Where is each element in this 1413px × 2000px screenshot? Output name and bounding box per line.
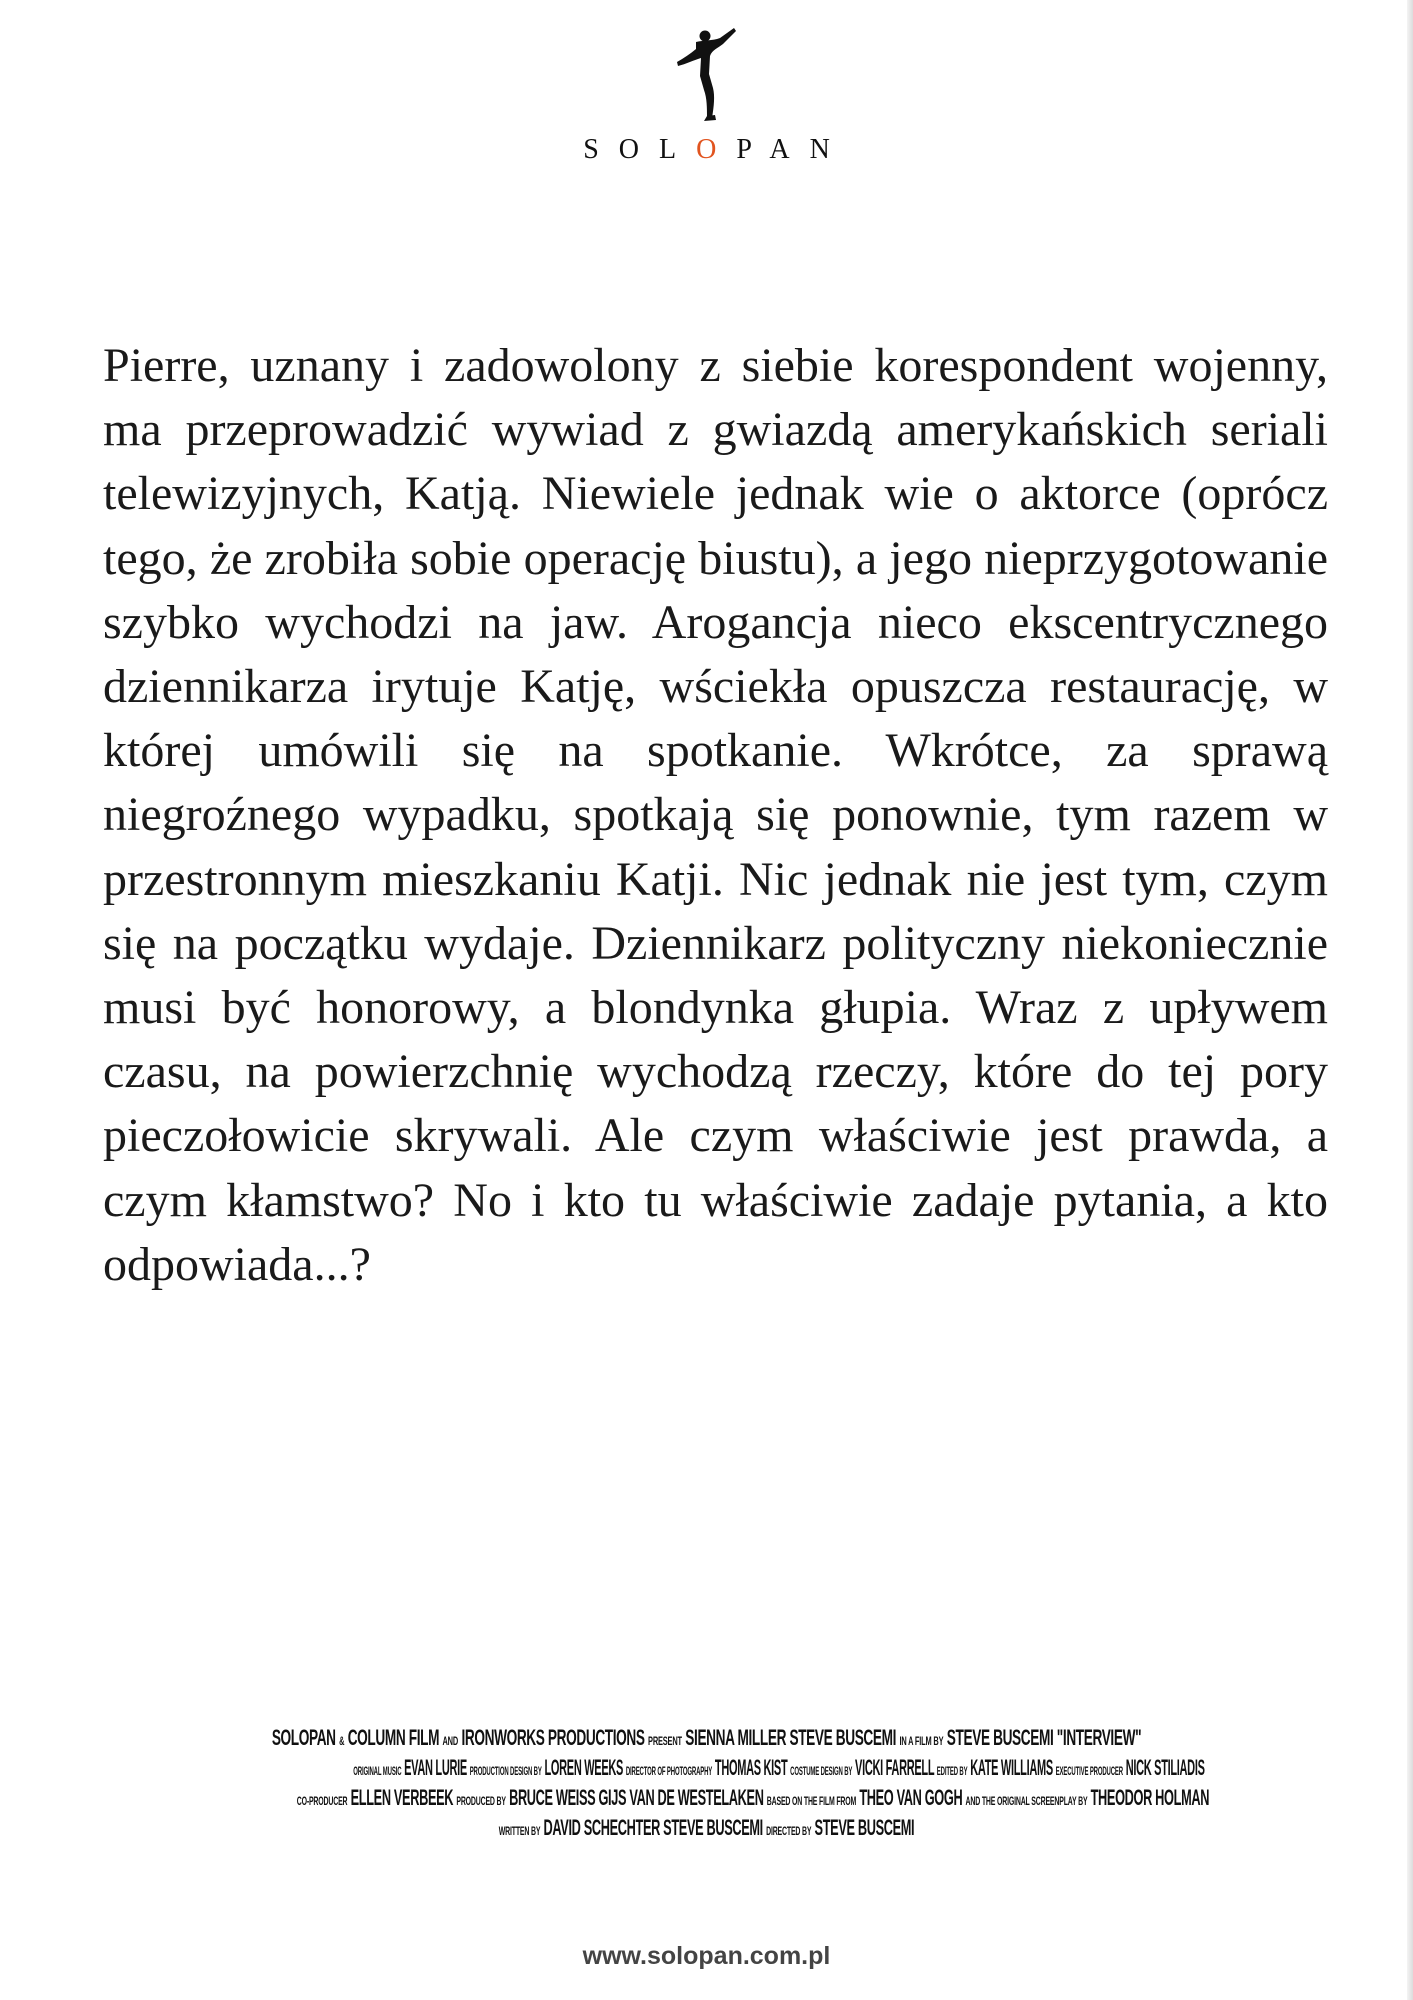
credit-value: KATE WILLIAMS — [970, 1755, 1053, 1780]
credit-value: THOMAS KIST — [714, 1755, 788, 1780]
synopsis-text: Pierre, uznany i zadowolony z siebie korespondent wojenny, ma przeprowadzić wywiad z gwiazdą amerykańskich seriali telewizyjnych, Katją. Niewiele jednak wie o aktorce (oprócz tego, że zrobiła sobie operację biustu), a jego nieprzygotowanie szybko wychodzi na jaw. Arogancja nieco ekscentrycznego dziennikarza irytuje Katję, wściekła opuszcza restaurację, w której umówili się na spotkanie. Wkrótce, za sprawą niegroźnego wypadku, spotkają się ponownie, tym razem w przestronnym mieszkaniu Katji. Nic jednak nie jest tym, czym się na początku wydaje. Dziennikarz polityczny niekoniecznie musi być honorowy, a blondynka głupia. Wraz z upływem czasu, na powierzchnię wychodzą rzeczy, które do tej pory pieczołowicie skrywali. Ale czym właściwie jest prawda, a czym kłamstwo? No i kto tu właściwie zadaje pytania, a kto odpowiada...? — [103, 339, 1328, 1291]
page-edge — [1407, 0, 1413, 2000]
credit-label: BASED ON THE FILM FROM — [766, 1794, 857, 1808]
credit-label: & — [339, 1734, 345, 1748]
credit-value: THEO VAN GOGH — [859, 1785, 963, 1810]
brand-name-accent-letter: O — [696, 134, 737, 165]
credit-label: EDITED BY — [936, 1764, 968, 1778]
credits-line-writers-director — [297, 1813, 1117, 1843]
credit-value: COLUMN FILM — [347, 1725, 440, 1750]
credit-label: AND — [442, 1734, 459, 1748]
credit-label: WRITTEN BY — [498, 1824, 541, 1838]
credit-value: SIENNA MILLER STEVE BUSCEMI — [685, 1725, 897, 1750]
credit-value: THEODOR HOLMAN — [1090, 1785, 1210, 1810]
credit-label: DIRECTOR OF PHOTOGRAPHY — [625, 1764, 713, 1778]
credits-line-presenters — [268, 1723, 1144, 1753]
website-url[interactable]: www.solopan.com.pl — [582, 1942, 831, 1970]
credit-label: PRODUCED BY — [456, 1794, 506, 1808]
credit-label: IN A FILM BY — [899, 1734, 944, 1748]
credit-value: VICKI FARRELL — [855, 1755, 935, 1780]
credit-value: SOLOPAN — [271, 1725, 336, 1750]
credit-value: EVAN LURIE — [404, 1755, 467, 1780]
credit-label: CO-PRODUCER — [296, 1794, 348, 1808]
credit-label: DIRECTED BY — [766, 1824, 812, 1838]
brand-name-start: SOL — [583, 134, 697, 165]
credit-label: AND THE ORIGINAL SCREENPLAY BY — [965, 1794, 1088, 1808]
credit-label: PRODUCTION DESIGN BY — [469, 1764, 542, 1778]
credit-label: COSTUME DESIGN BY — [790, 1764, 853, 1778]
credits-line-crew — [353, 1753, 1205, 1783]
brand-name-end: PAN — [736, 134, 850, 165]
credits-block — [0, 1723, 1413, 1843]
credit-value: ELLEN VERBEEK — [350, 1785, 454, 1810]
credit-label: PRESENT — [648, 1734, 682, 1748]
solopan-logo-figure-icon — [660, 22, 760, 132]
credit-label: EXECUTIVE PRODUCER — [1055, 1764, 1123, 1778]
credit-value: DAVID SCHECHTER STEVE BUSCEMI — [543, 1815, 763, 1840]
credit-value: STEVE BUSCEMI — [814, 1815, 915, 1840]
credit-value: LOREN WEEKS — [544, 1755, 624, 1780]
credit-value: NICK STILIADIS — [1125, 1755, 1205, 1780]
credit-value: STEVE BUSCEMI "INTERVIEW" — [946, 1725, 1142, 1750]
credit-label: ORIGINAL MUSIC — [353, 1764, 402, 1778]
brand-name — [0, 134, 1413, 166]
credit-value: BRUCE WEISS GIJS VAN DE WESTELAKEN — [509, 1785, 764, 1810]
credits-line-producers — [296, 1783, 1210, 1813]
credit-value: IRONWORKS PRODUCTIONS — [461, 1725, 645, 1750]
